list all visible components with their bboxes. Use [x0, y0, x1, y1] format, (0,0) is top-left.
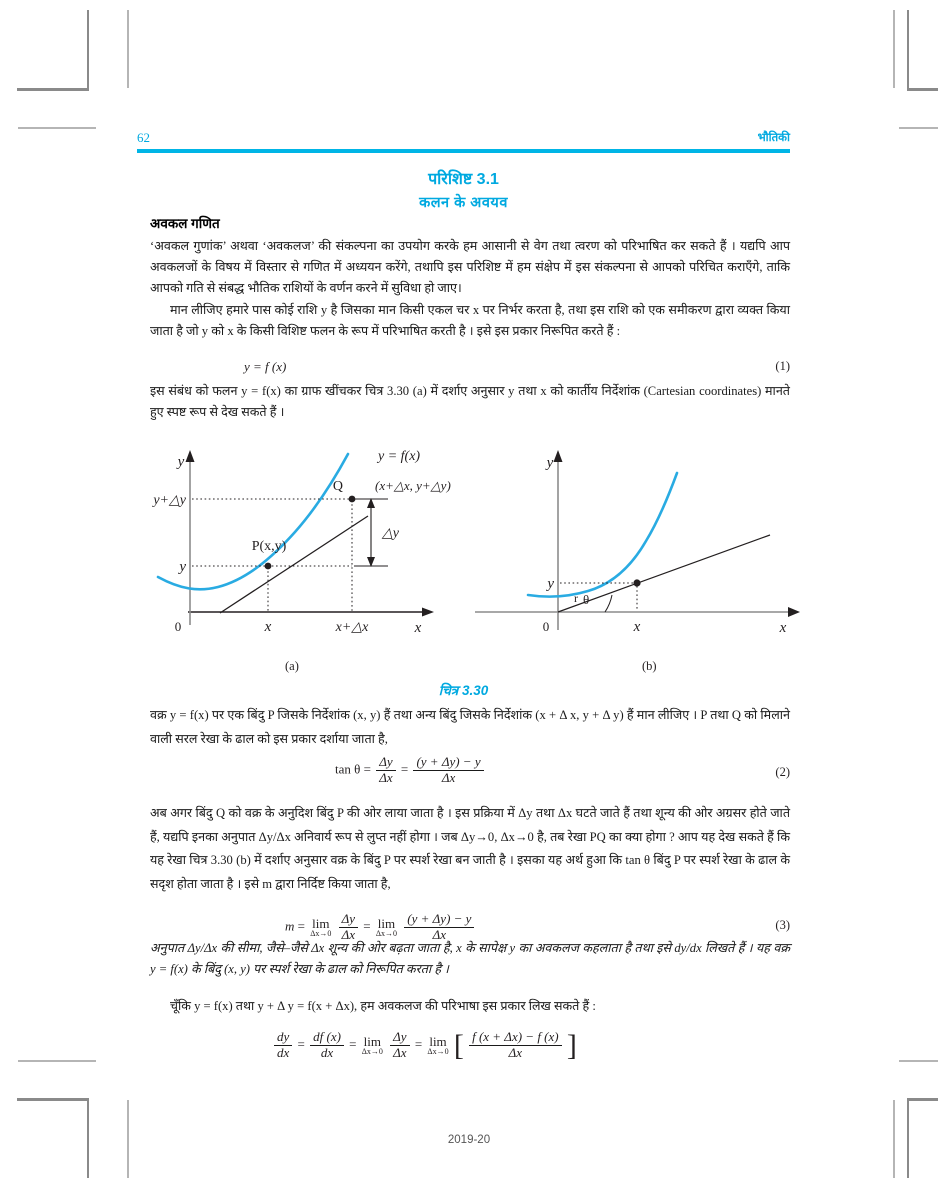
- panel-b-tick-label-y: y: [547, 576, 554, 592]
- equation-2-number: (2): [775, 765, 790, 779]
- derivative-denom: dx: [277, 1044, 290, 1060]
- panel-a-origin-label: 0: [174, 619, 182, 634]
- paragraph-6: अनुपात Δy/Δx की सीमा, जैसे–जैसे Δx शून्य की ओर बढ़ता जाता है, x के सापेक्ष y का अवकलज कहलाता है तथा इसे dy/dx लिखते हैं । यह वक्र y = f(x) के बिंदु (x, y) पर स्पर्श रेखा के ढाल को निरूपित करता है ।: [150, 941, 790, 976]
- equation-3-lhs: m: [285, 918, 295, 934]
- header-rule: [137, 149, 790, 153]
- final-difference-numer: f (x + Δx) − f (x): [469, 1030, 562, 1046]
- equals-sign-4: =: [363, 918, 374, 934]
- panel-b-angle-label: θ: [583, 592, 590, 607]
- panel-b-y-axis-arrow: [554, 450, 563, 462]
- panel-b-x-axis-label: x: [779, 620, 787, 636]
- equation-2-expanded-denom: Δx: [441, 769, 456, 785]
- paragraph-5: [150, 802, 790, 896]
- equation-3-numer: Δy: [339, 912, 358, 928]
- limit-operator-4: [427, 1035, 448, 1056]
- panel-a-tick-label-x-left: x: [264, 619, 272, 635]
- final-ratio: [390, 1030, 409, 1061]
- panel-a-point-p: [265, 563, 272, 570]
- limit-operator-2: [376, 917, 397, 938]
- paragraph-4: वक्र y = f(x) पर एक बिंदु P जिसके निर्देशांक (x, y) हैं तथा अन्य बिंदु जिसके निर्देशांक (x + Δ x, y + Δ y) हैं मान लीजिए । P तथा Q को मिलाने वाली सरल रेखा के ढाल को इस प्रकार दर्शाया जाता है,: [150, 708, 790, 746]
- panel-a-delta-y-label: △y: [382, 526, 399, 541]
- paragraph-7: चूँकि y = f(x) तथा y + Δ y = f(x + Δx), हम अवकलज की परिभाषा इस प्रकार लिख सकते हैं :: [170, 999, 596, 1013]
- limit-text-3: lim: [363, 1033, 382, 1049]
- paragraph-1: ‘अवकल गुणांक’ अथवा ‘अवकलज’ की संकल्पना का उपयोग करके हम आसानी से वेग तथा त्वरण को परिभाषित कर सकते हैं । यद्यपि आप अवकलजों के विषय में विस्तार से गणित में अध्ययन करेंगे, तथापि इस परिशिष्ट में हम संक्षेप में इस संकल्पना से आपको परिचित कराएँगे, ताकि आपको गति से संबद्ध भौतिक राशियों के वर्णन करने में सुविधा हो जाए।: [150, 239, 790, 295]
- derivative-dfx-numer: df (x): [310, 1030, 344, 1046]
- panel-a-y-axis-arrow: [186, 450, 195, 462]
- equals-sign-2: =: [400, 761, 412, 777]
- panel-a-x-axis-label: x: [414, 620, 422, 636]
- panel-a-tick-label-y-lower: y: [179, 559, 186, 575]
- panel-b-angle-arc: [605, 595, 612, 612]
- page-footer: 2019-20: [447, 1134, 491, 1146]
- equation-2-denom: Δx: [379, 769, 393, 785]
- page-number: 62: [137, 130, 150, 145]
- panel-a-deltay-arrow-down: [367, 557, 375, 567]
- equation-1: [244, 359, 286, 375]
- panel-b-x-axis-arrow: [788, 607, 800, 617]
- page-header: [137, 130, 790, 156]
- final-ratio-denom: Δx: [393, 1044, 407, 1060]
- equals-sign-5: =: [297, 1036, 309, 1052]
- derivative-dfx-denom: dx: [320, 1044, 334, 1060]
- panel-a-point-q: [349, 496, 356, 503]
- panel-a-point-q-label: Q: [332, 479, 343, 494]
- limit-operator-1: [310, 917, 331, 938]
- limit-text: lim: [312, 915, 330, 931]
- paragraph-2: मान लीजिए हमारे पास कोई राशि y है जिसका मान किसी एकल चर x पर निर्भर करता है, तथा इस राशि को एक समीकरण द्वारा व्यक्त किया जाता है जो y को x के किसी विशिष्ट फलन के रूप में परिभाषित करती है । इसे इस प्रकार निरूपित करते हैं :: [150, 303, 790, 338]
- panel-a-y-axis-label: y: [177, 454, 185, 470]
- panel-b-origin-label: 0: [542, 619, 550, 634]
- appendix-subtitle: कलन के अवयव: [419, 195, 508, 211]
- bracket-close: ]: [566, 1028, 577, 1062]
- panel-a-curve: [158, 454, 348, 589]
- equals-sign-3: =: [297, 918, 309, 934]
- bracket-open: [: [453, 1028, 464, 1062]
- figure-sublabel-b: (b): [642, 659, 657, 673]
- panel-b-tangent-point: [633, 579, 640, 586]
- derivative-numer: dy: [274, 1030, 292, 1046]
- section-heading: अवकल गणित: [150, 216, 220, 231]
- panel-b: [475, 450, 800, 636]
- limit-subscript: Δx→0: [310, 928, 332, 938]
- paragraph-5-text: अब अगर बिंदु Q को वक्र के अनुदिश बिंदु P की ओर लाया जाता है । इस प्रक्रिया में Δy तथा Δx घटते जाते हैं तथा शून्य की ओर अग्रसर होते जाते हैं, यद्यपि इनका अनुपात Δy/Δx अनिवार्य रूप से लुप्त नहीं होगा । जब Δy→0, Δx→0 है, तब रेखा PQ का क्या होगा ? आप यह देख सकते हैं कि यह रेखा चित्र 3.30 (b) में दर्शाए अनुसार वक्र के बिंदु P पर स्पर्श रेखा बन जाती है । इसका यह अर्थ हुआ कि tan θ बिंदु P पर स्पर्श रेखा के ढाल के सदृश होता जाता है । इसे m द्वारा निर्दिष्ट किया जाता है,: [150, 806, 790, 891]
- equals-sign-7: =: [414, 1036, 426, 1052]
- equals-sign: =: [363, 761, 375, 777]
- equation-2: [335, 755, 486, 786]
- equation-2-expanded-numer: (y + Δy) − y: [413, 755, 483, 771]
- equation-1-body: y = f (x): [244, 359, 287, 374]
- limit-text-4: lim: [429, 1033, 447, 1049]
- figure-svg: [150, 440, 810, 690]
- final-ratio-numer: Δy: [390, 1030, 409, 1046]
- equation-final: [272, 1030, 577, 1061]
- panel-b-tangent-line: [558, 535, 770, 612]
- equation-3-expanded-numer: (y + Δy) − y: [404, 912, 474, 928]
- running-title: भौतिकी: [757, 132, 790, 144]
- final-difference-denom: Δx: [508, 1044, 523, 1060]
- figure-3-30: [150, 440, 810, 690]
- equation-2-ratio: [376, 755, 395, 786]
- panel-a-deltay-arrow-up: [367, 498, 375, 508]
- limit-text-2: lim: [377, 915, 396, 931]
- panel-a-curve-label: y = f(x): [378, 449, 421, 464]
- figure-sublabel-a: (a): [285, 659, 299, 673]
- panel-b-y-axis-label: y: [546, 455, 554, 471]
- limit-subscript-3: Δx→0: [361, 1046, 383, 1056]
- limit-operator-3: [362, 1035, 383, 1056]
- derivative-dfx-dx: [310, 1030, 344, 1061]
- panel-b-tick-label-x: x: [633, 619, 641, 635]
- figure-caption: चित्र 3.30: [438, 683, 489, 698]
- equation-3-expanded-denom: Δx: [432, 926, 447, 942]
- panel-a-tick-label-y-upper: y+△y: [153, 493, 186, 508]
- limit-subscript-2: Δx→0: [375, 928, 398, 938]
- equation-3-denom: Δx: [341, 926, 356, 942]
- panel-a: [151, 449, 450, 636]
- equation-3-number: (3): [775, 918, 790, 932]
- panel-b-ray-label: r: [574, 591, 578, 605]
- panel-a-secant-line: [220, 516, 368, 613]
- equation-1-number: (1): [775, 359, 790, 373]
- equation-2-numer: Δy: [376, 755, 395, 771]
- derivative-dy-dx: [274, 1030, 292, 1061]
- equation-2-lhs: tan θ: [335, 761, 361, 777]
- limit-subscript-4: Δx→0: [427, 1046, 449, 1056]
- paragraph-3: इस संबंध को फलन y = f(x) का ग्राफ खींचकर चित्र 3.30 (a) में दर्शाए अनुसार y तथा x को कार्तीय निर्देशांक (Cartesian coordinates) मानते हुए स्पष्ट रूप से देख सकते हैं ।: [150, 384, 790, 419]
- final-difference-quotient: [469, 1030, 562, 1061]
- panel-a-tick-label-x-right: x+△x: [335, 620, 369, 635]
- panel-a-x-axis-arrow: [422, 608, 434, 617]
- equation-2-expanded: [413, 755, 483, 786]
- equals-sign-6: =: [349, 1036, 360, 1052]
- panel-a-point-q-coords: (x+△x, y+△y): [375, 478, 451, 493]
- panel-a-point-p-label: P(x,y): [251, 539, 287, 554]
- appendix-title: परिशिष्ट 3.1: [428, 171, 499, 188]
